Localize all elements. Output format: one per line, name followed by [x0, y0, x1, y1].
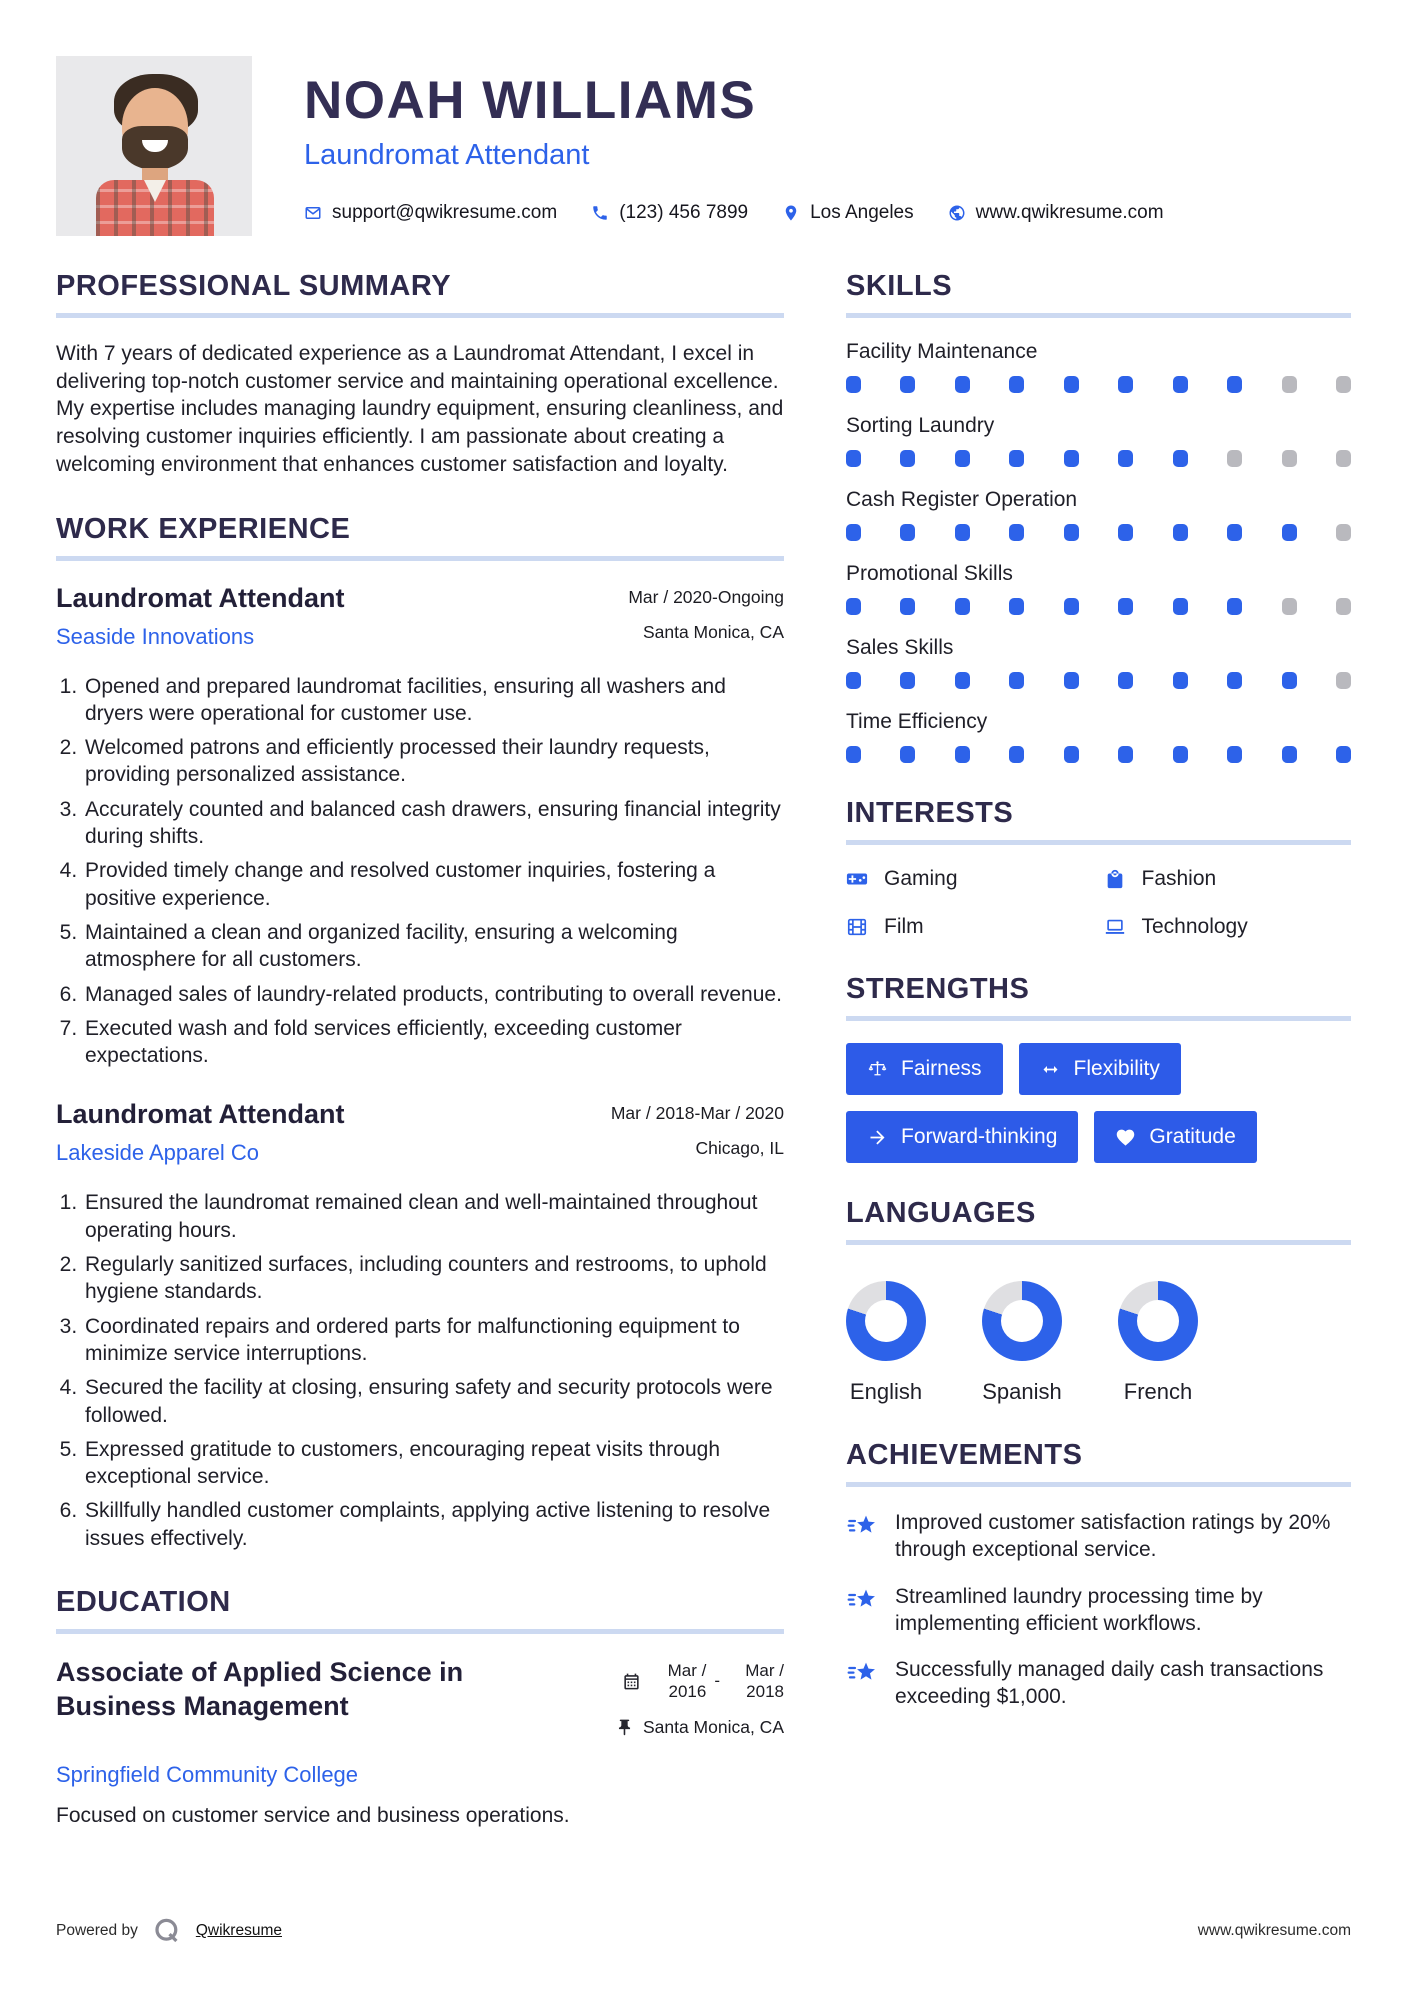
strength-badges [846, 1043, 1351, 1163]
summary-text: With 7 years of dedicated experience as a Laundromat Attendant, I excel in delivering top-notch customer service and maintaining operational excellence. My expertise includes managing laundry equipment, ensuring cleanliness, and resolving customer inquiries efficiently. I am passionate about creating a welcoming environment that enhances customer satisfaction and loyalty. [56, 342, 784, 476]
skill-dot-filled [1118, 672, 1133, 689]
skill-dot-filled [1064, 598, 1079, 615]
skill-label: Sales Skills [846, 636, 954, 659]
resume-header [56, 56, 1351, 236]
skill-dot-filled [1009, 598, 1024, 615]
job-title: Laundromat Attendant [56, 582, 345, 613]
education-heading: EDUCATION [56, 1586, 231, 1619]
skills-section [846, 270, 1351, 763]
skill-dots [846, 524, 1351, 541]
language-label: French [1123, 1379, 1193, 1404]
candidate-headline: Laundromat Attendant [304, 139, 590, 171]
skill-dot-filled [1227, 524, 1242, 541]
skill-dot-filled [1173, 376, 1188, 393]
skill-dot-filled [1009, 746, 1024, 763]
profile-photo [56, 56, 252, 236]
skill-item [846, 562, 1351, 615]
calendar-icon [583, 1104, 602, 1123]
section-divider [56, 1629, 784, 1634]
education-location [615, 1717, 784, 1738]
skill-dot-filled [1118, 376, 1133, 393]
job-bullet: 7. Executed wash and fold services efficiently, exceeding customer expectations. [83, 1015, 784, 1070]
education-location-text: Santa Monica, CA [642, 1716, 784, 1737]
skill-dot-filled [1336, 746, 1351, 763]
summary-section [56, 270, 784, 479]
skill-item [846, 710, 1351, 763]
skill-dot-filled [1009, 376, 1024, 393]
skill-dot-filled [1282, 524, 1297, 541]
language-label: English [849, 1379, 923, 1404]
achievement-text: Successfully managed daily cash transactions exceeding $1,000. [895, 1658, 1324, 1709]
interest-label: Gaming [884, 867, 958, 890]
skill-dots [846, 672, 1351, 689]
skill-dot-empty [1282, 376, 1297, 393]
skill-dot-filled [1173, 746, 1188, 763]
pushpin-icon [615, 623, 634, 642]
skill-dot-filled [1118, 450, 1133, 467]
calendar-icon [622, 1672, 641, 1691]
skill-dot-empty [1336, 598, 1351, 615]
job-bullets [56, 1189, 784, 1552]
skill-dot-empty [1282, 450, 1297, 467]
skill-dot-filled [955, 672, 970, 689]
job-bullet: 5. Expressed gratitude to customers, encouraging repeat visits through exceptional service. [83, 1436, 784, 1491]
skill-dot-empty [1336, 672, 1351, 689]
candidate-name: NOAH WILLIAMS [304, 71, 757, 130]
heart-icon [1115, 1127, 1136, 1148]
job-date: Mar / 2018-Mar / 2020 [583, 1103, 784, 1124]
job-bullet: 4. Secured the facility at closing, ensuring safety and security protocols were followed. [83, 1374, 784, 1429]
strengths-section [846, 973, 1351, 1163]
company-link[interactable]: Seaside Innovations [56, 623, 255, 649]
skill-dot-filled [1227, 376, 1242, 393]
section-divider [846, 313, 1351, 318]
q-logo-icon [152, 1916, 182, 1946]
achievement-text: Improved customer satisfaction ratings by 20% through exceptional service. [895, 1511, 1331, 1562]
skill-dot-empty [1336, 450, 1351, 467]
strengths-heading: STRENGTHS [846, 973, 1030, 1005]
skill-dot-filled [1173, 450, 1188, 467]
language-label: Spanish [982, 1379, 1062, 1404]
section-divider [846, 1016, 1351, 1021]
language-donut-chart [1118, 1281, 1198, 1361]
interest-label: Film [884, 915, 924, 938]
skill-label: Promotional Skills [846, 562, 1013, 585]
achievement-item [846, 1509, 1351, 1564]
achievement-item [846, 1583, 1351, 1638]
education-date-separator: - [714, 1671, 720, 1691]
skill-dot-filled [846, 672, 861, 689]
interest-item [1104, 867, 1352, 891]
content-columns [56, 270, 1351, 1862]
skill-dot-filled [1227, 598, 1242, 615]
skill-dot-filled [846, 524, 861, 541]
job-meta [600, 583, 784, 657]
skill-dot-filled [1009, 524, 1024, 541]
pushpin-icon [667, 1139, 686, 1158]
language-list [846, 1267, 1351, 1405]
job-bullet: 1. Opened and prepared laundromat facilities, ensuring all washers and dryers were operational for customer use. [83, 673, 784, 728]
summary-heading: PROFESSIONAL SUMMARY [56, 270, 452, 302]
skill-dot-filled [1009, 450, 1024, 467]
skill-dots [846, 450, 1351, 467]
powered-by [56, 1916, 282, 1946]
skill-dots [846, 746, 1351, 763]
skill-dot-filled [1064, 524, 1079, 541]
film-icon [846, 916, 868, 938]
skill-dot-filled [1118, 524, 1133, 541]
skill-dot-filled [1009, 672, 1024, 689]
shopping-bag-icon [1104, 868, 1126, 890]
contact-item [948, 202, 1164, 224]
interests-grid [846, 867, 1351, 939]
shooting-star-icon [846, 1658, 878, 1690]
job-bullet: 2. Regularly sanitized surfaces, including counters and restrooms, to uphold hygiene standards. [83, 1251, 784, 1306]
job-bullet: 2. Welcomed patrons and efficiently processed their laundry requests, providing personalized assistance. [83, 734, 784, 789]
skill-dot-filled [1064, 672, 1079, 689]
education-date-start: Mar / 2016 [667, 1661, 707, 1702]
languages-section [846, 1197, 1351, 1405]
skill-label: Time Efficiency [846, 710, 988, 733]
skill-dot-filled [1173, 672, 1188, 689]
contact-item [782, 202, 914, 224]
arrow-right-icon [867, 1127, 888, 1148]
job-bullet: 5. Maintained a clean and organized facility, ensuring a welcoming atmosphere for all customers. [83, 919, 784, 974]
contact-item [304, 202, 557, 224]
interest-item [846, 867, 1094, 891]
skills-list [846, 340, 1351, 763]
section-divider [846, 1482, 1351, 1487]
skill-dots [846, 598, 1351, 615]
skill-dot-filled [955, 746, 970, 763]
contact-text: support@qwikresume.com [332, 202, 558, 223]
strength-badge [846, 1111, 1078, 1163]
skill-dot-filled [846, 376, 861, 393]
section-divider [846, 1240, 1351, 1245]
work-heading: WORK EXPERIENCE [56, 512, 351, 545]
skill-dot-filled [955, 376, 970, 393]
arrows-horizontal-icon [1040, 1059, 1061, 1080]
skill-dot-empty [1227, 450, 1242, 467]
job-bullet: 6. Managed sales of laundry-related products, contributing to overall revenue. [83, 981, 784, 1008]
pushpin-icon [615, 1718, 634, 1737]
scales-icon [867, 1059, 888, 1080]
skill-dot-filled [1118, 598, 1133, 615]
achievements-heading: ACHIEVEMENTS [846, 1439, 1083, 1471]
skill-dot-empty [1282, 598, 1297, 615]
job-location: Chicago, IL [583, 1138, 784, 1159]
job-list [56, 583, 784, 1552]
education-entry [56, 1656, 784, 1752]
skill-item [846, 636, 1351, 689]
skill-dots [846, 376, 1351, 393]
skills-heading: SKILLS [846, 270, 953, 302]
section-divider [846, 840, 1351, 845]
skill-dot-empty [1336, 524, 1351, 541]
job-bullet: 6. Skillfully handled customer complaints, applying active listening to resolve issues effectively. [83, 1497, 784, 1552]
education-section [56, 1586, 784, 1828]
job-bullet: 3. Accurately counted and balanced cash drawers, ensuring financial integrity during shifts. [83, 796, 784, 851]
skill-dot-filled [955, 450, 970, 467]
shooting-star-icon [846, 1511, 878, 1543]
skill-dot-filled [1227, 746, 1242, 763]
job-bullets [56, 673, 784, 1070]
calendar-icon [600, 588, 619, 607]
contact-row [304, 202, 1164, 224]
skill-dot-filled [846, 598, 861, 615]
education-note: Focused on customer service and business operations. [56, 1803, 570, 1827]
left-column [56, 270, 784, 1862]
job-entry [56, 583, 784, 1070]
shooting-star-icon [846, 1585, 878, 1617]
skill-dot-filled [955, 524, 970, 541]
degree-name: Associate of Applied Science in Business Management [56, 1657, 464, 1721]
globe-icon [948, 204, 966, 222]
strength-label: Flexibility [1073, 1057, 1160, 1080]
skill-dot-filled [1227, 672, 1242, 689]
contact-text: Los Angeles [810, 202, 914, 223]
skill-dot-filled [900, 450, 915, 467]
job-bullet: 1. Ensured the laundromat remained clean and well-maintained throughout operating hours. [83, 1189, 784, 1244]
skill-dot-empty [1336, 376, 1351, 393]
strength-label: Fairness [901, 1057, 982, 1080]
strength-label: Gratitude [1149, 1125, 1236, 1148]
skill-dot-filled [900, 524, 915, 541]
gamepad-icon [846, 868, 868, 890]
skill-item [846, 340, 1351, 393]
interest-item [1104, 915, 1352, 939]
skill-dot-filled [900, 376, 915, 393]
skill-dot-filled [1064, 450, 1079, 467]
skill-dot-filled [1064, 376, 1079, 393]
interests-heading: INTERESTS [846, 797, 1014, 829]
footer-site-url: www.qwikresume.com [1197, 1922, 1351, 1939]
interests-section [846, 797, 1351, 939]
page-footer [56, 1916, 1351, 1946]
job-title: Laundromat Attendant [56, 1099, 345, 1130]
education-date [615, 1660, 784, 1703]
achievement-item [846, 1656, 1351, 1711]
skill-dot-filled [1173, 524, 1188, 541]
skill-dot-filled [1064, 746, 1079, 763]
interest-label: Technology [1141, 915, 1248, 938]
strength-badge [846, 1043, 1003, 1095]
job-bullet: 4. Provided timely change and resolved customer inquiries, fostering a positive experience. [83, 857, 784, 912]
skill-dot-filled [900, 746, 915, 763]
section-divider [56, 556, 784, 561]
work-section [56, 513, 784, 1552]
skill-dot-filled [846, 746, 861, 763]
language-item [1118, 1281, 1198, 1405]
language-item [846, 1281, 926, 1405]
education-meta [615, 1656, 784, 1752]
skill-dot-filled [1282, 672, 1297, 689]
strength-badge [1094, 1111, 1256, 1163]
languages-heading: LANGUAGES [846, 1197, 1036, 1229]
education-date-end: Mar / 2018 [745, 1661, 784, 1702]
email-icon [304, 204, 322, 222]
language-item [982, 1281, 1062, 1405]
interest-label: Fashion [1141, 867, 1217, 890]
achievement-text: Streamlined laundry processing time by implementing efficient workflows. [895, 1584, 1263, 1635]
achievements-section [846, 1439, 1351, 1711]
qwikresume-link[interactable]: Qwikresume [195, 1922, 282, 1939]
skill-item [846, 488, 1351, 541]
skill-dot-filled [1282, 746, 1297, 763]
skill-dot-filled [900, 598, 915, 615]
achievement-list [846, 1509, 1351, 1711]
company-link[interactable]: Lakeside Apparel Co [56, 1140, 260, 1166]
powered-by-label: Powered by [56, 1922, 138, 1939]
right-column [846, 270, 1351, 1862]
skill-dot-filled [1173, 598, 1188, 615]
language-donut-chart [982, 1281, 1062, 1361]
school-link[interactable]: Springfield Community College [56, 1761, 359, 1787]
language-donut-chart [846, 1281, 926, 1361]
strength-label: Forward-thinking [901, 1125, 1058, 1148]
section-divider [56, 313, 784, 318]
job-bullet: 3. Coordinated repairs and ordered parts for malfunctioning equipment to minimize service interruptions. [83, 1313, 784, 1368]
contact-item [591, 202, 748, 224]
job-date: Mar / 2020-Ongoing [600, 587, 784, 608]
skill-label: Facility Maintenance [846, 340, 1038, 363]
skill-dot-filled [846, 450, 861, 467]
phone-icon [591, 204, 609, 222]
skill-dot-filled [955, 598, 970, 615]
laptop-icon [1104, 916, 1126, 938]
skill-label: Cash Register Operation [846, 488, 1078, 511]
contact-text: (123) 456 7899 [619, 202, 749, 223]
skill-item [846, 414, 1351, 467]
job-location: Santa Monica, CA [600, 622, 784, 643]
interest-item [846, 915, 1094, 939]
skill-dot-filled [1118, 746, 1133, 763]
location-pin-icon [782, 204, 800, 222]
skill-label: Sorting Laundry [846, 414, 995, 437]
strength-badge [1019, 1043, 1181, 1095]
job-entry [56, 1099, 784, 1552]
skill-dot-filled [900, 672, 915, 689]
header-identity [304, 56, 1164, 236]
job-meta [583, 1099, 784, 1173]
contact-text: www.qwikresume.com [975, 202, 1164, 223]
